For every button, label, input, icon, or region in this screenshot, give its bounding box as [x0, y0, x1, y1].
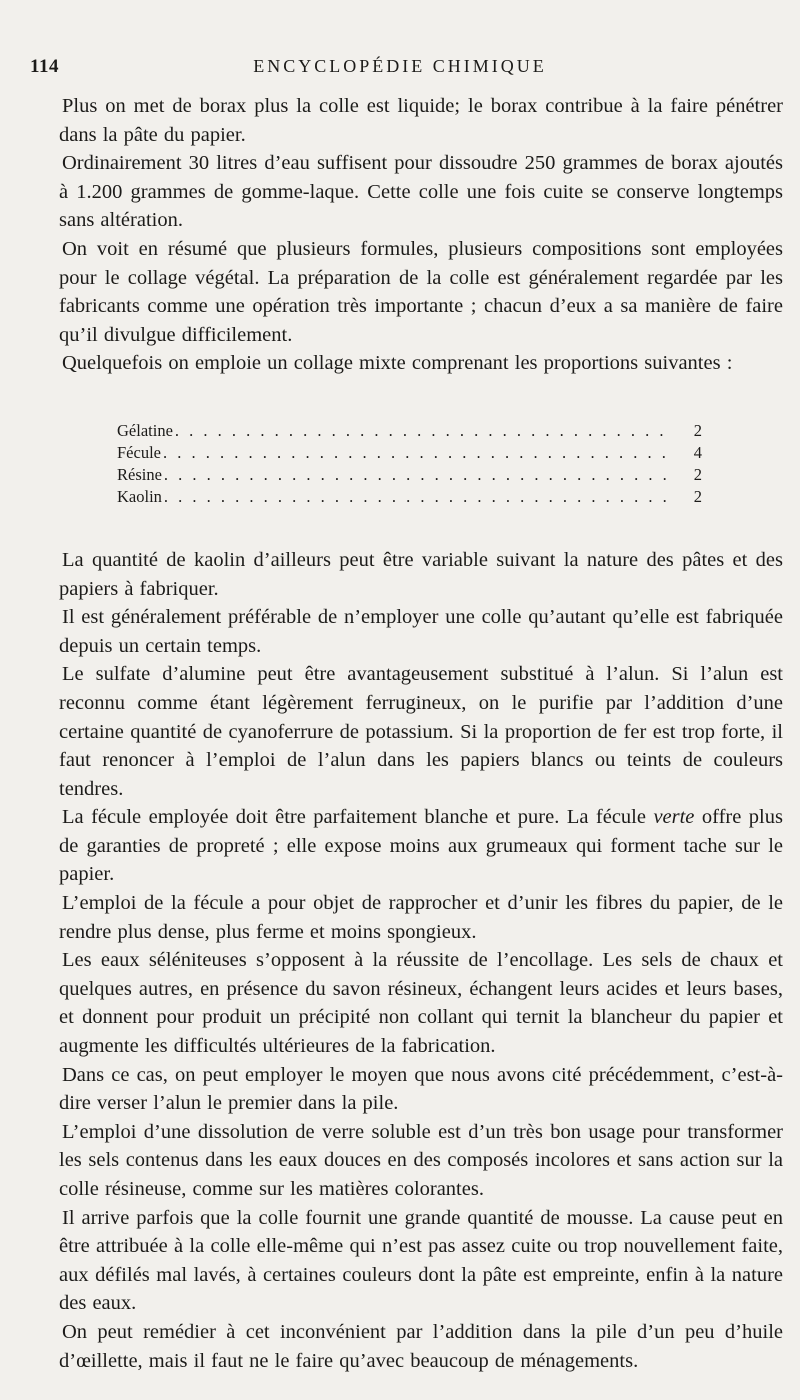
paragraph [59, 803, 783, 889]
paragraph: Le sulfate d’alumine peut être avantageusement substitué à l’alun. Si l’alun est reconnu comme étant légèrement ferrugineux, on le purifie par l’addition d’une certaine quantité de cyanoferrure de potassium. Si la proportion de fer est trop forte, il faut renoncer à l’emploi de l’alun dans les papiers blancs ou teints de couleurs tendres. [59, 663, 783, 800]
ingredient-name: Kaolin [117, 486, 162, 506]
ingredient-name: Fécule [117, 442, 161, 462]
page-number: 114 [30, 56, 59, 77]
leader-dots [164, 486, 668, 508]
ingredient-proportion: 2 [693, 486, 702, 506]
paragraph: Quelquefois on emploie un collage mixte comprenant les proportions suivantes : [62, 352, 733, 375]
page-header [30, 50, 770, 90]
table-row [117, 464, 702, 486]
paragraph: L’emploi d’une dissolution de verre soluble est d’un très bon usage pour transformer les sels contenus dans les eaux douces en des composés incolores et sans action sur la colle résineuse, comme sur les matières colorantes. [59, 1120, 783, 1200]
ingredient-name: Gélatine [117, 420, 173, 440]
ingredient-name: Résine [117, 464, 162, 484]
ingredient-proportion: 4 [693, 442, 702, 462]
body-text [59, 92, 783, 1375]
composition-table [117, 420, 702, 508]
leader-dots [175, 420, 668, 442]
paragraph: L’emploi de la fécule a pour objet de rapprocher et d’unir les fibres du papier, de le rendre plus dense, plus ferme et moins spongieux. [59, 892, 783, 943]
paragraph: La quantité de kaolin d’ailleurs peut être variable suivant la nature des pâtes et des papiers à fabriquer. [59, 548, 783, 600]
paragraph: Ordinairement 30 litres d’eau suffisent pour dissoudre 250 grammes de borax ajoutés à 1.200 grammes de gomme-laque. Cette colle une fois cuite se conserve longtemps sans altération. [59, 152, 783, 232]
table-row [117, 486, 702, 508]
paragraph: On voit en résumé que plusieurs formules, plusieurs compositions sont employées pour le collage végétal. La préparation de la colle est généralement regardée par les fabricants comme une opération très importante ; chacun d’eux a sa manière de faire qu’il divulgue difficilement. [59, 237, 783, 346]
paragraph: Plus on met de borax plus la colle est liquide; le borax contribue à la faire pénétrer dans la pâte du papier. [59, 95, 783, 146]
paragraph: Les eaux séléniteuses s’opposent à la réussite de l’encollage. Les sels de chaux et quelques autres, en présence du savon résineux, échangent leurs acides et leurs bases, et donnent pour produit un précipité non collant qui ternit la blancheur du papier et augmente les difficultés ultérieures de la fabrication. [59, 949, 783, 1058]
paragraph: Il est généralement préférable de n’employer une colle qu’autant qu’elle est fabriquée depuis un certain temps. [59, 606, 783, 657]
paragraph-text: La fécule employée doit être parfaitement blanche et pure. La fécule [62, 806, 654, 829]
ingredient-proportion: 2 [693, 420, 702, 440]
italic-word: verte [653, 806, 695, 829]
paragraph: Il arrive parfois que la colle fournit une grande quantité de mousse. La cause peut en être attribuée à la colle elle-même qui n’est pas assez cuite ou trop nouvellement faite, aux défilés mal lavés, à certaines couleurs dont la pâte est empreinte, enfin à la nature des eaux. [59, 1206, 783, 1315]
table-row [117, 420, 702, 442]
leader-dots [164, 464, 668, 486]
paragraph: Dans ce cas, on peut employer le moyen que nous avons cité précédemment, c’est-à-dire verser l’alun le premier dans la pile. [59, 1063, 783, 1115]
paragraph-text: offre plus de garanties de propreté ; elle expose moins aux grumeaux qui forment tache sur le papier. [59, 806, 783, 886]
table-row [117, 442, 702, 464]
ingredient-proportion: 2 [693, 464, 702, 484]
leader-dots [163, 442, 668, 464]
running-title: ENCYCLOPÉDIE CHIMIQUE [253, 56, 547, 76]
paragraph: On peut remédier à cet inconvénient par l’addition dans la pile d’un peu d’huile d’œillette, mais il faut ne le faire qu’avec beaucoup de ménagements. [59, 1320, 783, 1372]
